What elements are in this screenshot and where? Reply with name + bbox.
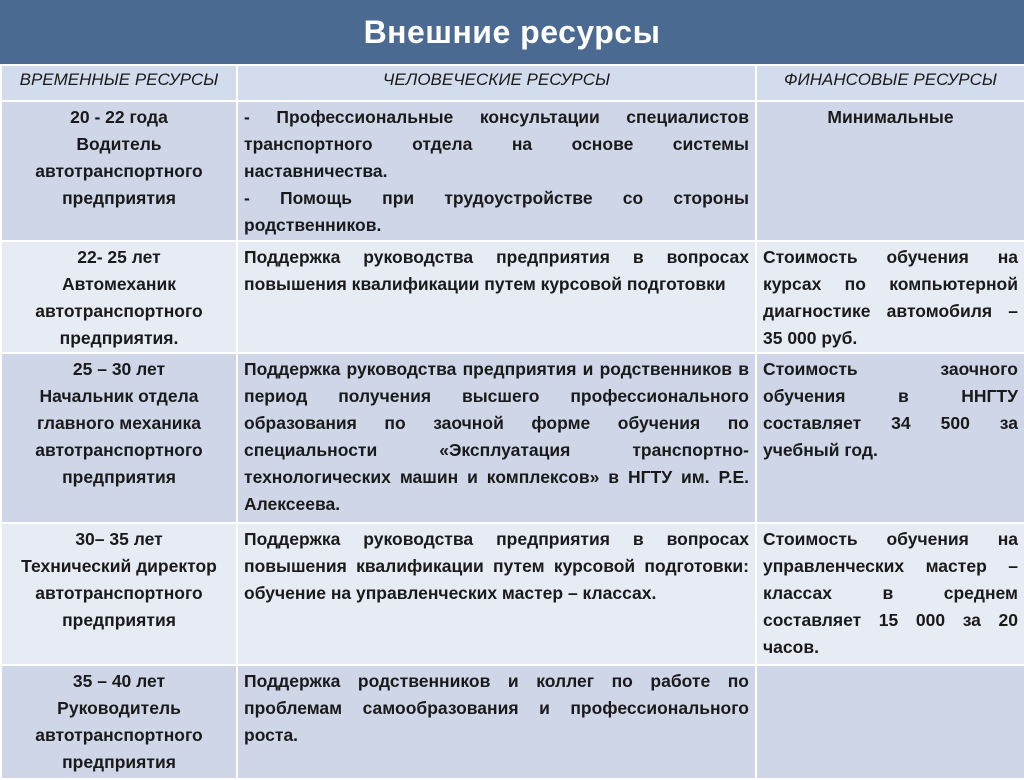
position-line: главного механика — [36, 413, 202, 433]
human-cell — [237, 241, 756, 353]
time-cell — [1, 101, 237, 241]
finance-cell: Стоимость обучения на курсах по компьютерной диагностике автомобиля – 35 000 руб. — [756, 241, 1024, 353]
header-row — [1, 65, 1024, 101]
human-cell — [237, 665, 756, 779]
human-cell — [237, 101, 756, 241]
position-line: автотранспортного — [35, 161, 203, 181]
table-row — [1, 523, 1024, 665]
position-line: Автомеханик — [62, 274, 176, 294]
age-range: 35 – 40 лет — [72, 671, 166, 691]
finance-cell: Минимальные — [756, 101, 1024, 241]
age-range: 22- 25 лет — [77, 247, 161, 267]
table-row — [1, 665, 1024, 779]
age-range: 25 – 30 лет — [72, 359, 166, 379]
human-text: Поддержка родственников и коллег по работе по проблемам самообразования и профессионального роста. — [244, 671, 749, 745]
page-title: Внешние ресурсы — [363, 13, 661, 50]
time-cell — [1, 523, 237, 665]
position-line: Водитель — [76, 134, 162, 154]
position-line: предприятия — [62, 188, 176, 208]
finance-cell: Стоимость обучения на управленческих мастер – классах в среднем составляет 15 000 за 20 часов. — [756, 523, 1024, 665]
human-cell — [237, 523, 756, 665]
position-line: автотранспортного — [35, 725, 203, 745]
table-row — [1, 101, 1024, 241]
position-line: предприятия. — [59, 328, 179, 348]
time-cell — [1, 353, 237, 523]
position-line: предприятия — [62, 752, 176, 772]
title-bar — [0, 0, 1024, 64]
header-financial-resources: ФИНАНСОВЫЕ РЕСУРСЫ — [756, 65, 1024, 101]
human-text: Поддержка руководства предприятия в вопросах повышения квалификации путем курсовой подготовки: обучение на управленческих мастер – классах. — [244, 529, 749, 603]
age-range: 30– 35 лет — [75, 529, 163, 549]
time-cell — [1, 665, 237, 779]
human-cell — [237, 353, 756, 523]
position-line: Руководитель — [57, 698, 181, 718]
age-range: 20 - 22 года — [70, 107, 168, 127]
time-cell — [1, 241, 237, 353]
position-line: Начальник отдела — [39, 386, 199, 406]
position-line: предприятия — [62, 467, 176, 487]
position-line: автотранспортного — [35, 301, 203, 321]
position-line: автотранспортного — [35, 583, 203, 603]
finance-cell — [756, 665, 1024, 779]
human-text: Поддержка руководства предприятия и родственников в период получения высшего профессионального образования по заочной форме обучения по специальности «Эксплуатация транспортно-технологических машин и комплексов» в НГТУ им. Р.Е. Алексеева. — [244, 359, 749, 514]
human-text: - Профессиональные консультации специалистов транспортного отдела на основе системы наставничества. — [244, 107, 749, 181]
header-time-resources: ВРЕМЕННЫЕ РЕСУРСЫ — [1, 65, 237, 101]
header-human-resources: ЧЕЛОВЕЧЕСКИЕ РЕСУРСЫ — [237, 65, 756, 101]
position-line: Технический директор — [21, 556, 217, 576]
position-line: предприятия — [62, 610, 176, 630]
human-text: - Помощь при трудоустройстве со стороны родственников. — [244, 188, 749, 235]
table-row — [1, 241, 1024, 353]
human-text: Поддержка руководства предприятия в вопросах повышения квалификации путем курсовой подготовки — [244, 247, 749, 294]
resources-table — [0, 64, 1024, 780]
finance-cell: Стоимость заочного обучения в ННГТУ составляет 34 500 за учебный год. — [756, 353, 1024, 523]
table-row — [1, 353, 1024, 523]
position-line: автотранспортного — [35, 440, 203, 460]
